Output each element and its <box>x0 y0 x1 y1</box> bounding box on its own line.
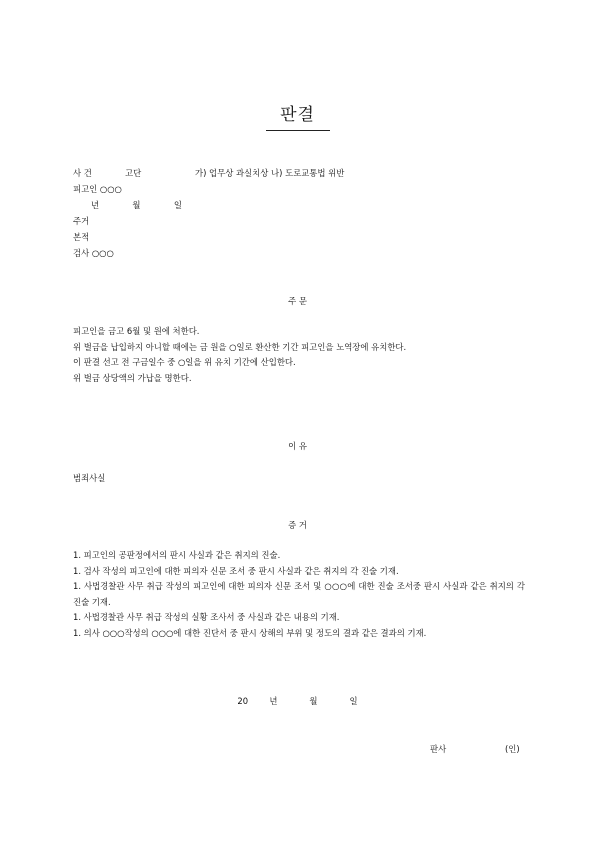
defendant-line: 피고인 ○○○ <box>73 184 122 194</box>
evidence-item: 1. 사법경찰관 사무 취급 작성의 실황 조사서 중 사실과 같은 내용의 기재. <box>73 612 340 623</box>
judgment-date: 20 년 월 일 <box>237 696 358 706</box>
judge-seal: (인) <box>505 744 520 754</box>
judge-label: 판사 <box>430 744 447 754</box>
evidence-item: 1. 피고인의 공판정에서의 판시 사실과 같은 취지의 진술. <box>73 550 281 560</box>
case-charges: 가) 업무상 과실치상 나) 도로교통법 위반 <box>195 168 345 178</box>
reason-heading: 이 유 <box>288 441 307 451</box>
evidence-heading: 증 거 <box>288 520 307 530</box>
order-line: 피고인을 금고 6월 및 원에 처한다. <box>73 326 200 336</box>
crime-facts-label: 범죄사실 <box>73 473 106 483</box>
order-body <box>73 324 525 386</box>
prosecutor-line: 검사 ○○○ <box>73 248 114 258</box>
order-line: 위 벌금 상당액의 가납을 명한다. <box>73 372 192 383</box>
address-line: 주거 <box>73 216 90 226</box>
order-line: 이 판결 선고 전 구금일수 중 ○일을 위 유치 기간에 산입한다. <box>73 357 296 368</box>
evidence-item: 1. 검사 작성의 피고인에 대한 피의자 신문 조서 중 판시 사실과 같은 취지의 각 진술 기재. <box>73 565 399 576</box>
evidence-item: 1. 의사 ○○○작성의 ○○○에 대한 진단서 중 판시 상해의 부위 및 정도의 결과 같은 결과의 기재. <box>73 627 427 638</box>
evidence-list <box>73 548 525 642</box>
document-title: 판결 <box>280 105 315 125</box>
header-date-line: 년 월 일 <box>91 200 182 210</box>
order-heading: 주 문 <box>288 296 307 306</box>
case-label: 사 건 <box>73 168 92 178</box>
registered-line: 본적 <box>73 232 90 242</box>
order-line: 위 벌금을 납입하지 아니할 때에는 금 원을 ○일로 환산한 기간 피고인을 노역장에 유치한다. <box>73 341 407 352</box>
evidence-item: 1. 사법경찰관 사무 취급 작성의 피고인에 대한 피의자 신문 조서 및 ○○○에 대한 진술 조서중 판시 사실과 같은 취지의 각 진술 기재. <box>73 581 525 607</box>
title-underline <box>266 130 330 131</box>
case-court: 고단 <box>125 168 142 178</box>
